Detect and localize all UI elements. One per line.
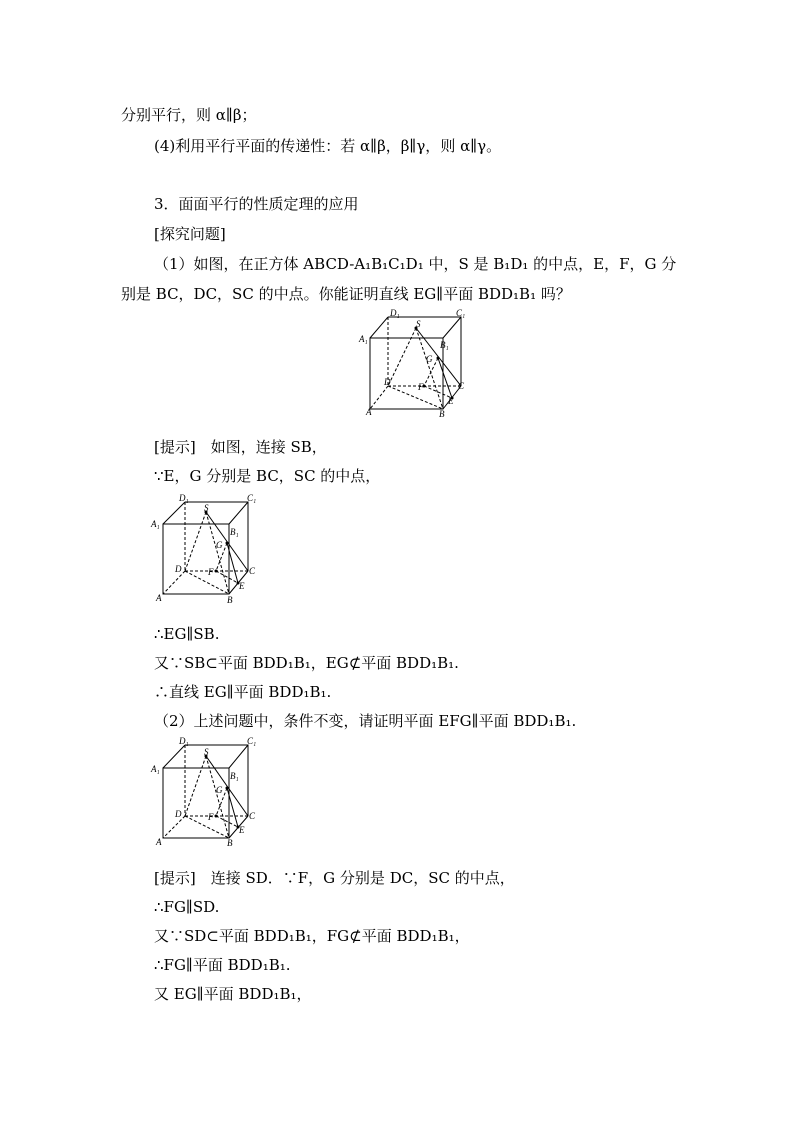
hint-2: [提示] 连接 SD．∵F，G 分别是 DC，SC 的中点，: [154, 869, 515, 887]
text-line-11: ∴直线 EG∥平面 BDD₁B₁.: [154, 683, 332, 701]
fig2-label-e: E: [239, 581, 245, 591]
fig1-label-e: E: [448, 396, 454, 406]
fig1-label-a: A: [366, 407, 372, 417]
fig1-label-b: B: [439, 409, 445, 419]
question-2: （2）上述问题中，条件不变，请证明平面 EFG∥平面 BDD₁B₁.: [154, 712, 577, 730]
text-line-1: 分别平行，则 α∥β；: [121, 106, 257, 124]
fig2-label-a1: A₁: [151, 519, 160, 529]
fig3-label-c: C: [249, 811, 256, 821]
section-heading: 3．面面平行的性质定理的应用: [154, 195, 359, 213]
fig1-label-s: S: [416, 319, 421, 329]
fig3-label-d1: D₁: [179, 736, 189, 746]
text-line-2: (4)利用平行平面的传递性：若 α∥β，β∥γ，则 α∥γ。: [154, 137, 502, 155]
text-line-15: 又∵SD⊂平面 BDD₁B₁，FG⊄平面 BDD₁B₁，: [154, 927, 470, 945]
text-line-4: [探究问题]: [154, 225, 226, 243]
fig1-label-c1: C₁: [456, 308, 466, 318]
text-line-10: 又∵SB⊂平面 BDD₁B₁，EG⊄平面 BDD₁B₁.: [154, 654, 459, 672]
fig2-label-d: D: [175, 564, 182, 574]
fig2-label-g: G: [216, 540, 223, 550]
fig3-label-e: E: [239, 825, 245, 835]
cube-figure-3: [148, 736, 260, 848]
fig1-label-b1: B₁: [440, 340, 449, 350]
fig3-label-f: F: [208, 812, 214, 822]
fig3-label-d: D: [175, 809, 182, 819]
fig2-label-c: C: [249, 566, 256, 576]
text-line-9: ∴EG∥SB.: [154, 625, 220, 643]
text-line-17: 又 EG∥平面 BDD₁B₁，: [154, 985, 312, 1003]
fig1-label-c: C: [458, 381, 465, 391]
text-line-16: ∴FG∥平面 BDD₁B₁.: [154, 956, 291, 974]
fig3-label-a1: A₁: [151, 764, 160, 774]
fig1-label-g: G: [426, 354, 433, 364]
fig1-label-a1: A₁: [359, 334, 368, 344]
text-line-8: ∵E，G 分别是 BC，SC 的中点，: [154, 467, 381, 485]
question-1: （1）如图，在正方体 ABCD-A₁B₁C₁D₁ 中，S 是 B₁D₁ 的中点，E，F，G 分: [154, 255, 677, 273]
fig2-label-c1: C₁: [247, 493, 257, 503]
fig3-label-g: G: [216, 785, 223, 795]
hint-1: [提示] 如图，连接 SB，: [154, 438, 327, 456]
fig3-label-c1: C₁: [247, 736, 257, 746]
text-line-14: ∴FG∥SD.: [154, 898, 220, 916]
question-1-cont: 别是 BC，DC，SC 的中点。你能证明直线 EG∥平面 BDD₁B₁ 吗？: [121, 285, 571, 303]
fig3-label-b: B: [227, 838, 233, 848]
fig3-label-a: A: [156, 837, 162, 847]
fig1-label-d1: D₁: [390, 308, 400, 318]
fig2-label-a: A: [156, 593, 162, 603]
fig2-label-s: S: [204, 503, 209, 513]
fig2-label-b1: B₁: [230, 527, 239, 537]
fig2-label-f: F: [208, 567, 214, 577]
fig1-label-f: F: [418, 382, 424, 392]
cube-figure-2: [148, 493, 260, 605]
cube-figure-1: [358, 308, 478, 420]
fig3-label-b1: B₁: [230, 771, 239, 781]
fig3-label-s: S: [204, 747, 209, 757]
fig2-label-d1: D₁: [179, 493, 189, 503]
fig1-label-d: D: [384, 377, 391, 387]
fig2-label-b: B: [227, 595, 233, 605]
